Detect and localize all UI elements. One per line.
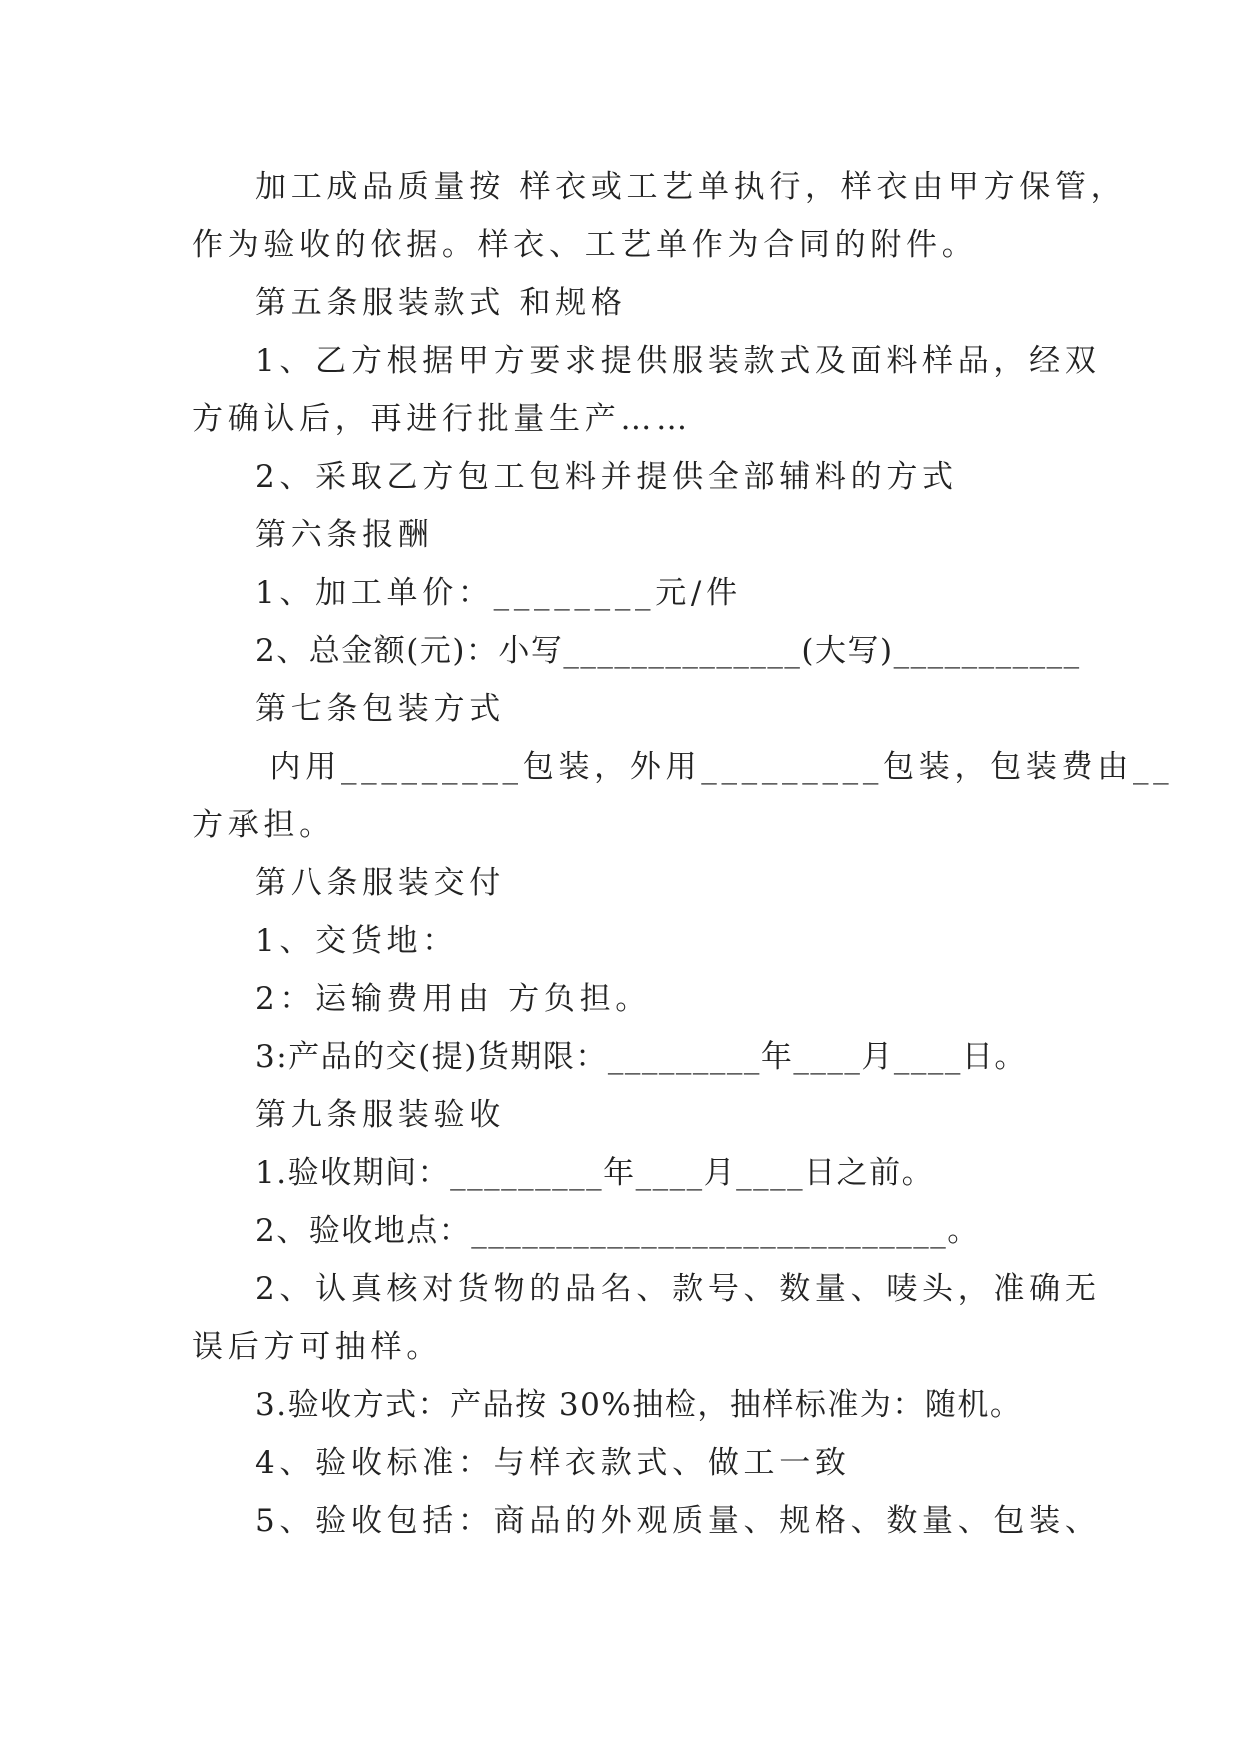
article-5-item-1-line-1: 1、乙方根据甲方要求提供服装款式及面料样品，经双 [255,343,1101,379]
article-6-total-amount: 2、总金额(元)：小写______________(大写)___________ [255,633,1081,669]
paragraph-quality-line-2: 作为验收的依据。样衣、工艺单作为合同的附件。 [192,227,978,263]
paragraph-quality-line-1: 加工成品质量按 样衣或工艺单执行，样衣由甲方保管， [255,169,1127,205]
article-6-unit-price: 1、加工单价：________元/件 [255,575,742,611]
article-9-check-line-1: 2、认真核对货物的品名、款号、数量、唛头，准确无 [255,1271,1101,1307]
article-9-acceptance-period: 1.验收期间：_________年____月____日之前。 [255,1155,935,1191]
article-8-freight: 2：运输费用由 方负担。 [255,981,651,1017]
article-8-delivery-deadline: 3:产品的交(提)货期限：_________年____月____日。 [255,1039,1027,1075]
article-5-item-1-line-2: 方确认后，再进行批量生产…… [192,401,692,437]
heading-article-6: 第六条报酬 [255,517,434,553]
article-9-acceptance-method: 3.验收方式：产品按 30%抽检，抽样标准为：随机。 [255,1387,1023,1423]
article-9-acceptance-scope: 5、验收包括：商品的外观质量、规格、数量、包装、 [255,1503,1101,1539]
article-8-delivery-place: 1、交货地： [255,923,458,959]
heading-article-9: 第九条服装验收 [255,1097,505,1133]
heading-article-7: 第七条包装方式 [255,691,505,727]
heading-article-5: 第五条服装款式 和规格 [255,285,627,321]
article-5-item-2: 2、采取乙方包工包料并提供全部辅料的方式 [255,459,958,495]
article-9-acceptance-place: 2、验收地点：____________________________。 [255,1213,980,1249]
article-9-acceptance-standard: 4、验收标准：与样衣款式、做工一致 [255,1445,851,1481]
article-7-packaging-line-1: 内用_________包装，外用_________包装，包装费由__ [255,749,1174,785]
article-9-check-line-2: 误后方可抽样。 [192,1329,442,1365]
heading-article-8: 第八条服装交付 [255,865,505,901]
article-7-packaging-line-2: 方承担。 [192,807,335,843]
